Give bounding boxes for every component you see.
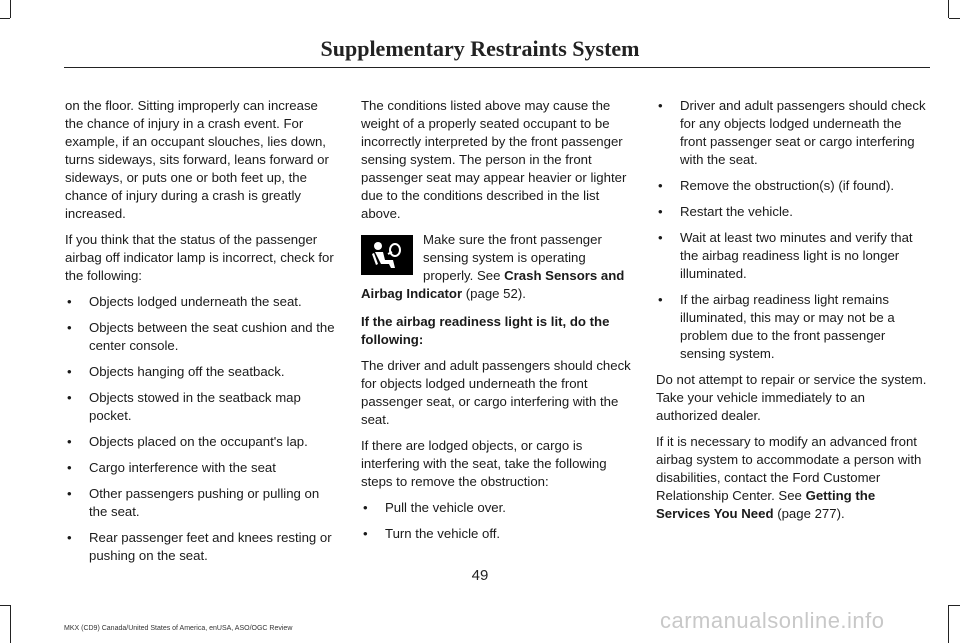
note-block	[361, 231, 633, 303]
seated-occupant-airbag-icon	[361, 235, 413, 275]
paragraph-text: If it is necessary to modify an advanced front airbag system to accommodate a person with disabilities, contact the Ford Customer Relationship Center. See	[656, 434, 922, 503]
paragraph: The driver and adult passengers should check for objects lodged underneath the front passenger seat, or cargo interfering with the seat.	[361, 358, 631, 427]
crop-mark	[10, 0, 11, 18]
crop-mark	[0, 18, 10, 19]
list-item: • Driver and adult passengers should check for any objects lodged underneath the front passenger seat or cargo interfering with the seat.	[656, 97, 928, 169]
crop-mark	[949, 605, 960, 606]
crop-mark	[948, 0, 949, 18]
list-item: • Remove the obstruction(s) (if found).	[656, 177, 928, 195]
steps-list	[656, 97, 928, 363]
crop-mark	[949, 18, 960, 19]
header-divider	[64, 67, 930, 68]
note-text: Make sure the front passenger sensing system is operating properly. See	[423, 232, 602, 283]
list-item: • Objects between the seat cushion and the center console.	[65, 319, 337, 355]
crop-mark	[0, 605, 10, 606]
list-item: • Other passengers pushing or pulling on the seat.	[65, 485, 337, 521]
cross-reference-link[interactable]: Getting the Services You Need	[656, 488, 876, 521]
page-number: 49	[471, 567, 489, 584]
section-heading: If the airbag readiness light is lit, do the following:	[361, 314, 610, 347]
paragraph: If you think that the status of the passenger airbag off indicator lamp is incorrect, check for the following:	[65, 232, 334, 283]
crop-mark	[948, 605, 949, 643]
page-title: Supplementary Restraints System	[320, 36, 640, 61]
list-item: • Objects lodged underneath the seat.	[65, 293, 337, 311]
paragraph: The conditions listed above may cause the weight of a properly seated occupant to be incorrectly interpreted by the front passenger sensing system. The person in the front passenger seat may appear heavier or lighter due to the conditions described in the list above.	[361, 98, 627, 221]
checklist	[65, 293, 337, 565]
footer-note: MKX (CD9) Canada/United States of America, enUSA, ASO/OGC Review	[64, 625, 293, 632]
steps-list	[361, 499, 633, 543]
list-item: • Wait at least two minutes and verify that the airbag readiness light is no longer illuminated.	[656, 229, 928, 283]
watermark: carmanualsonline.info	[660, 608, 885, 633]
list-item: • Cargo interference with the seat	[65, 459, 337, 477]
list-item: • Rear passenger feet and knees resting or pushing on the seat.	[65, 529, 337, 565]
list-item: • If the airbag readiness light remains illuminated, this may or may not be a problem due to the front passenger sensing system.	[656, 291, 928, 363]
paragraph	[656, 433, 928, 523]
list-item: • Turn the vehicle off.	[361, 525, 633, 543]
paragraph: Do not attempt to repair or service the system. Take your vehicle immediately to an authorized dealer.	[656, 372, 927, 423]
list-item: • Objects hanging off the seatback.	[65, 363, 337, 381]
list-item: • Restart the vehicle.	[656, 203, 928, 221]
list-item: • Pull the vehicle over.	[361, 499, 633, 517]
crop-mark	[10, 605, 11, 643]
page-reference: (page 277).	[773, 506, 845, 521]
list-item: • Objects placed on the occupant's lap.	[65, 433, 337, 451]
column-left	[65, 97, 337, 573]
cross-reference-link[interactable]: Crash Sensors and Airbag Indicator	[361, 268, 625, 301]
paragraph: If there are lodged objects, or cargo is interfering with the seat, take the following steps to remove the obstruction:	[361, 438, 607, 489]
page-reference: (page 52).	[462, 286, 526, 301]
column-right	[656, 97, 928, 531]
paragraph: on the floor. Sitting improperly can increase the chance of injury in a crash event. For example, if an occupant slouches, lies down, turns sideways, sits forward, leans forward or sideways, or puts one or both feet up, the chance of injury during a crash is greatly increased.	[65, 98, 329, 221]
column-middle	[361, 97, 633, 551]
list-item: • Objects stowed in the seatback map pocket.	[65, 389, 337, 425]
